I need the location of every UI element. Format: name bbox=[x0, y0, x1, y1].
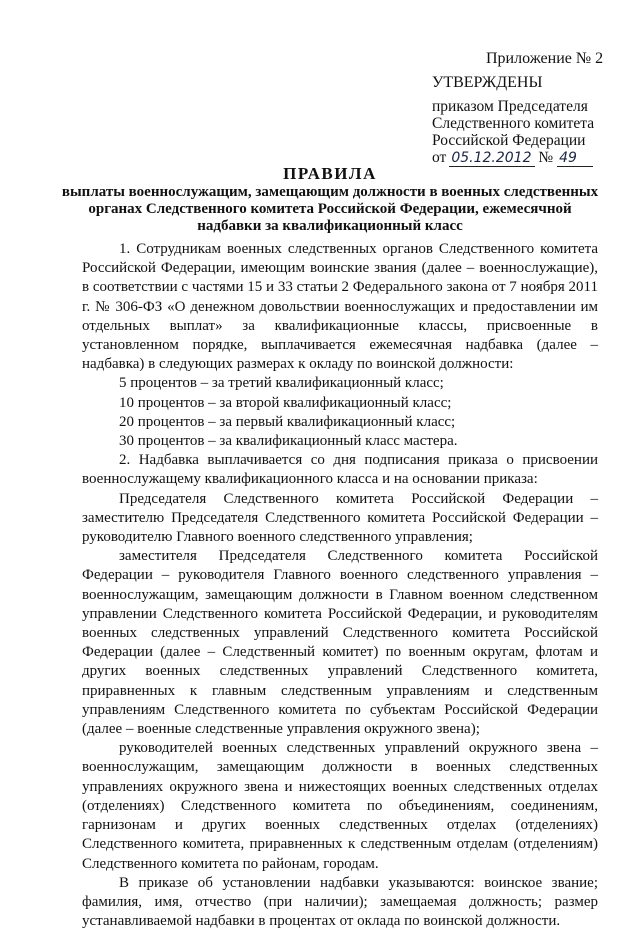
order-line-1: приказом Председателя bbox=[432, 98, 588, 115]
paragraph-4: заместителя Председателя Следственного комитета Российской Федерации – руководителя Главного военного следственного управления – военнослужащим, замещающим должности в Главном военном следственном управлении Следственного комитета Российской Федерации, и руководителям военных следственных управлений Следственного комитета Российской Федерации (далее – Следственный комитет) по военным округам, флотам и других военных следственных управлений Следственного комитета, приравненных к главным следственным управлениям и следственным управлениям Следственного комитета по субъектам Российской Федерации (далее – военные следственные управления окружного звена); bbox=[82, 548, 598, 738]
handwritten-date: 05.12.2012 bbox=[449, 150, 535, 167]
document-title bbox=[60, 164, 600, 235]
paragraph-1: 1. Сотрудникам военных следственных органов Следственного комитета Российской Федерации, имеющим воинские звания (далее – военнослужащие), в соответствии с частями 15 и 33 статьи 2 Федерального закона от 7 ноября 2011 г. № 306-ФЗ «О денежном довольствии военнослужащих и предоставлении им отдельных выплат» за квалификационные классы, присвоенные в установленном порядке, выплачивается ежемесячная надбавка (далее – надбавка) в следующих размерах к окладу по воинской должности: bbox=[82, 241, 598, 373]
order-line-3: Российской Федерации bbox=[432, 132, 586, 149]
document-body bbox=[82, 240, 598, 931]
list-item: 20 процентов – за первый квалификационный класс; bbox=[119, 413, 456, 430]
list-item: 10 процентов – за второй квалификационный класс; bbox=[119, 394, 452, 411]
title-subtitle: выплаты военнослужащим, замещающим должности в военных следственных органах Следственного комитета Российской Федерации, ежемесячной надбавки за квалификационный класс bbox=[61, 184, 599, 234]
list-item: 5 процентов – за третий квалификационный класс; bbox=[119, 375, 444, 392]
list-item: 30 процентов – за квалификационный класс мастера. bbox=[119, 433, 458, 450]
title-main: ПРАВИЛА bbox=[283, 164, 377, 183]
paragraph-5: руководителей военных следственных управлений окружного звена – военнослужащим, замещающим должности в военных следственных управлениях окружного звена и нижестоящих военных следственных отделах (отделениях) Следственного комитета по объединениям, соединениям, гарнизонам и других военных следственных отделах (отделениях) Следственного комитета, приравненных к следственным отделам (отделениям) Следственного комитета по районам, городам. bbox=[82, 740, 598, 872]
paragraph-3: Председателя Следственного комитета Российской Федерации – заместителю Председателя Следственного комитета Российской Федерации – руководителю Главного военного следственного управления; bbox=[82, 490, 598, 546]
date-prefix: от bbox=[432, 149, 447, 166]
approval-block bbox=[432, 50, 603, 167]
paragraph-2: 2. Надбавка выплачивается со дня подписания приказа о присвоении военнослужащему квалификационного класса и на основании приказа: bbox=[82, 452, 598, 488]
paragraph-6: В приказе об установлении надбавки указываются: воинское звание; фамилия, имя, отчество (при наличии); замещаемая должность; размер устанавливаемой надбавки в процентах от оклада по воинской должности. bbox=[82, 874, 598, 930]
handwritten-number: 49 bbox=[557, 150, 593, 167]
approved-stamp: УТВЕРЖДЕНЫ bbox=[432, 74, 543, 91]
order-line-2: Следственного комитета bbox=[432, 115, 595, 132]
annex-label: Приложение № 2 bbox=[486, 50, 604, 67]
number-prefix: № bbox=[538, 149, 554, 166]
